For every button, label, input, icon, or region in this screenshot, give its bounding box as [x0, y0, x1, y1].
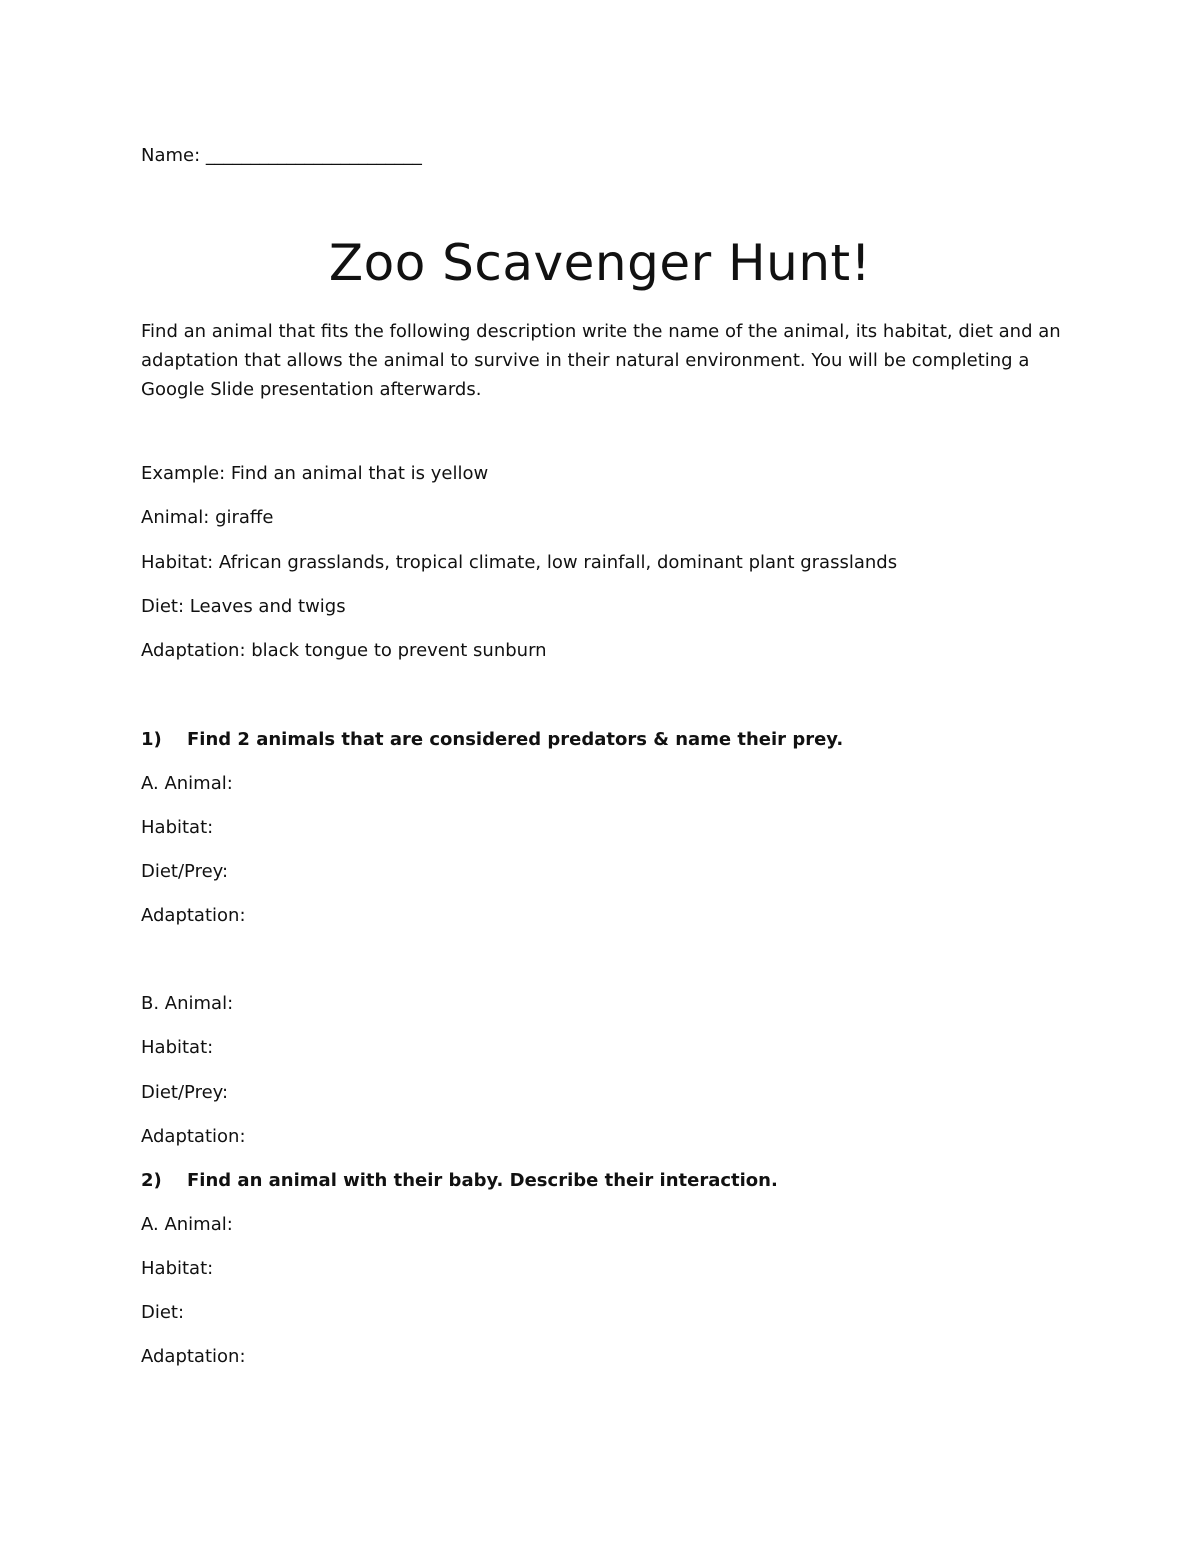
example-adaptation: Adaptation: black tongue to prevent sunburn: [141, 640, 547, 661]
instructions-line: Google Slide presentation afterwards.: [141, 379, 482, 400]
page-title: Zoo Scavenger Hunt!: [328, 234, 872, 292]
question-number: 1): [141, 729, 162, 750]
name-line: Name: ________________________: [141, 145, 422, 166]
q1a-adaptation-label: Adaptation:: [141, 905, 246, 926]
question-number: 2): [141, 1170, 162, 1191]
q1b-animal-label: B. Animal:: [141, 993, 234, 1014]
question-text: Find an animal with their baby. Describe their interaction.: [187, 1170, 778, 1191]
q1a-animal-label: A. Animal:: [141, 773, 233, 794]
instructions: [141, 317, 1061, 404]
question-1-heading: [141, 729, 843, 751]
example-prompt: Example: Find an animal that is yellow: [141, 463, 489, 484]
instructions-line: Find an animal that fits the following description write the name of the animal, its habitat, diet and an: [141, 321, 1061, 342]
question-2-heading: [141, 1170, 778, 1192]
q1a-habitat-label: Habitat:: [141, 817, 214, 838]
example-habitat: Habitat: African grasslands, tropical climate, low rainfall, dominant plant grasslands: [141, 552, 898, 573]
q2a-adaptation-label: Adaptation:: [141, 1346, 246, 1367]
question-text: Find 2 animals that are considered predators & name their prey.: [187, 729, 844, 750]
example-diet: Diet: Leaves and twigs: [141, 596, 346, 617]
q1b-adaptation-label: Adaptation:: [141, 1126, 246, 1147]
q1b-habitat-label: Habitat:: [141, 1037, 214, 1058]
instructions-line: adaptation that allows the animal to survive in their natural environment. You will be completing a: [141, 350, 1030, 371]
example-animal: Animal: giraffe: [141, 507, 274, 528]
q1a-diet-label: Diet/Prey:: [141, 861, 229, 882]
q1b-diet-label: Diet/Prey:: [141, 1082, 229, 1103]
q2a-diet-label: Diet:: [141, 1302, 185, 1323]
q2a-animal-label: A. Animal:: [141, 1214, 233, 1235]
q2a-habitat-label: Habitat:: [141, 1258, 214, 1279]
